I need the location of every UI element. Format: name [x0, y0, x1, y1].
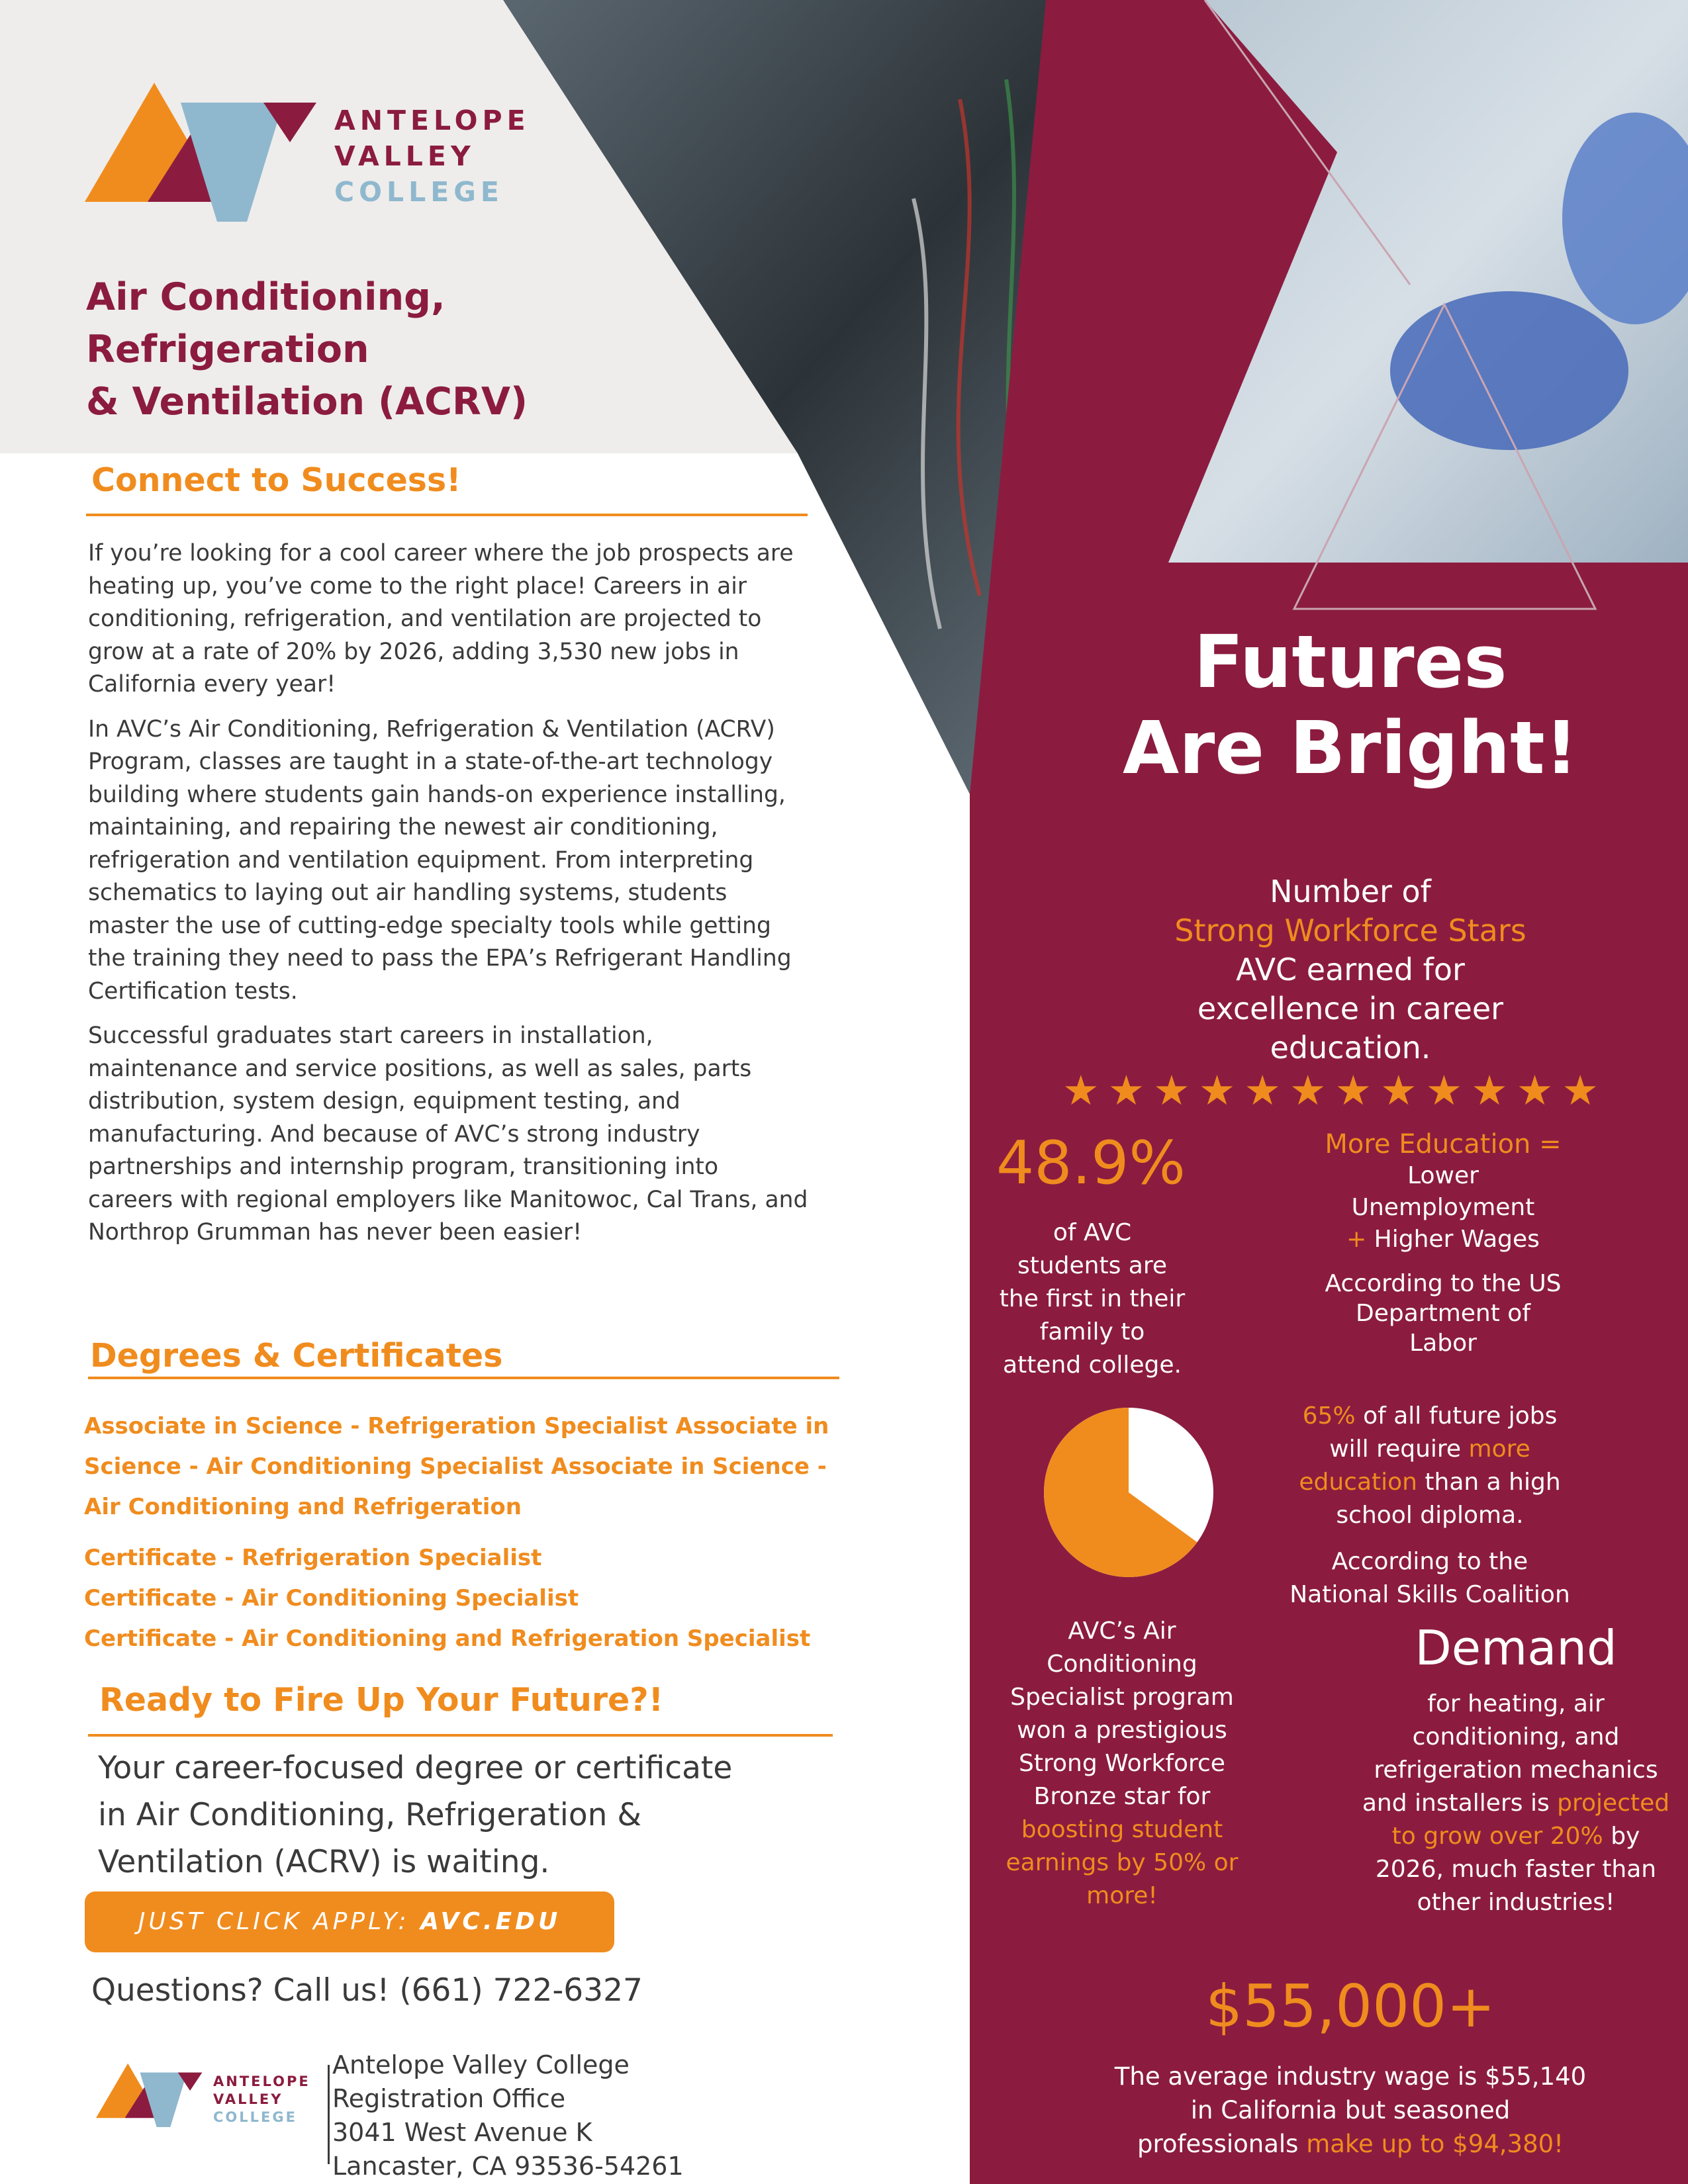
stat4-line-1: AVC’s Air: [1068, 1617, 1176, 1645]
futures-line-1: Futures: [1194, 619, 1507, 704]
title-line-2: Refrigeration: [86, 328, 369, 371]
futures-line-2: Are Bright!: [1123, 705, 1578, 790]
questions-phone: Questions? Call us! (661) 722-6327: [91, 1972, 643, 2009]
logo-small-valley: VALLEY: [213, 2091, 283, 2107]
ready-line-1: Your career-focused degree or certificate: [98, 1750, 733, 1786]
star-icon: ★: [1425, 1068, 1463, 1114]
jobs-pie-chart: [1043, 1406, 1215, 1578]
connect-rule: [86, 514, 808, 516]
stat4-line-2: Conditioning: [1047, 1651, 1197, 1678]
demand-stat: [1344, 1688, 1688, 1919]
address-line-4: Lancaster, CA 93536-54261: [332, 2152, 684, 2181]
stat2-line-4: Higher Wages: [1366, 1226, 1540, 1253]
logo-small-college: COLLEGE: [213, 2109, 297, 2125]
stars-line-5: education.: [1270, 1030, 1431, 1066]
stat4-line-6: Bronze star for: [1033, 1783, 1211, 1810]
demand-heading: Demand: [1415, 1620, 1617, 1676]
degrees-heading: Degrees & Certificates: [90, 1337, 503, 1375]
wage-line-3b: make up to $94,380!: [1306, 2130, 1564, 2158]
star-icon: ★: [1335, 1068, 1372, 1114]
stat5-line-5a: to grow over 20%: [1391, 1823, 1603, 1850]
future-jobs-stat: [1258, 1400, 1602, 1612]
avc-logo-mark-small: [96, 2063, 205, 2129]
stars-caption: [1086, 872, 1615, 1068]
star-icon: ★: [1516, 1068, 1554, 1114]
star-icon: ★: [1244, 1068, 1281, 1114]
stat5-line-3: refrigeration mechanics: [1374, 1756, 1658, 1784]
wage-value: $55,000+: [1205, 1972, 1495, 2040]
wage-line-2: in California but seasoned: [1190, 2096, 1511, 2124]
wage-line-1: The average industry wage is $55,140: [1114, 2062, 1587, 2091]
star-icon: ★: [1471, 1068, 1508, 1114]
ready-line-2: in Air Conditioning, Refrigeration &: [98, 1797, 641, 1833]
stat2-source-2: Department of: [1356, 1300, 1530, 1327]
stat1-line-3: the first in their: [999, 1285, 1186, 1312]
connect-paragraph-3: Successful graduates start careers in installation, maintenance and service positions, as well as sales, parts distribution, system design, equipment testing, and manufacturing. And because of AVC’s strong industry partnerships and internship program, transitioning into careers with regional employers like Manitowoc, Cal Trans, and Northrop Grumman has never been easier!: [88, 1023, 808, 1246]
stat2-line-1: More Education =: [1325, 1129, 1562, 1160]
stat1-line-2: students are: [1017, 1252, 1168, 1279]
first-gen-percent: 48.9%: [996, 1128, 1186, 1198]
star-rating-row: [1062, 1068, 1599, 1114]
stat2-plus: +: [1346, 1226, 1367, 1253]
blue-glove: [1390, 291, 1628, 450]
connect-paragraph-1: If you’re looking for a cool career where the job prospects are heating up, you’ve come to the right place! Careers in air conditioning, refrigeration, and ventilation are projected to grow at a rate of 20% by 2026, adding 3,530 new jobs in California every year!: [88, 540, 794, 698]
ready-line-3: Ventilation (ACRV) is waiting.: [98, 1844, 550, 1880]
logo-text-college: COLLEGE: [334, 176, 504, 208]
avc-logo-mark: [85, 83, 323, 225]
connect-paragraph-2: In AVC’s Air Conditioning, Refrigeration & Ventilation (ACRV) Program, classes are taught in a state-of-the-art technology building where students gain hands-on experience installing, maintaining, and repairing the newest air conditioning, refrigeration and ventilation equipment. From interpreting schematics to laying out air handling systems, students master the use of cutting-edge specialty tools while getting the training they need to pass the EPA’s Refrigerant Handling Certification tests.: [88, 715, 792, 1005]
stat5-line-6: 2026, much faster than: [1375, 1856, 1657, 1883]
stars-line-4: excellence in career: [1197, 991, 1504, 1026]
stat3-line-3b: than a high: [1417, 1469, 1561, 1496]
futures-heading: [1086, 619, 1615, 791]
stat5-line-7: other industries!: [1417, 1889, 1615, 1916]
stat4-line-8: earnings by 50% or: [1006, 1849, 1239, 1876]
stat3-line-4: school diploma.: [1336, 1502, 1524, 1529]
first-gen-caption: [986, 1216, 1198, 1382]
stat1-line-1: of AVC: [1053, 1219, 1132, 1246]
stat3-source-1: According to the: [1331, 1548, 1528, 1575]
stat1-line-5: attend college.: [1003, 1351, 1182, 1379]
title-line-3: & Ventilation (ACRV): [86, 380, 528, 424]
star-icon: ★: [1562, 1068, 1599, 1114]
degree-item: Associate in Science - Refrigeration Specialist Associate in: [84, 1413, 829, 1439]
stat3-line-1: of all future jobs: [1355, 1402, 1558, 1430]
address-divider: [328, 2065, 330, 2164]
ready-body: [98, 1745, 732, 1886]
wage-line-3a: professionals: [1137, 2130, 1307, 2158]
stat4-line-3: Specialist program: [1010, 1684, 1234, 1711]
wage-caption: [1059, 2060, 1642, 2161]
stat2-line-3: Unemployment: [1351, 1194, 1535, 1221]
certificate-item: Certificate - Refrigeration Specialist: [84, 1545, 542, 1571]
stat1-line-4: family to: [1039, 1318, 1145, 1345]
star-icon: ★: [1153, 1068, 1190, 1114]
stars-line-3: AVC earned for: [1236, 952, 1465, 987]
degrees-rule: [88, 1377, 839, 1379]
address-line-3: 3041 West Avenue K: [332, 2118, 592, 2147]
star-icon: ★: [1062, 1068, 1100, 1114]
connect-body: [88, 537, 810, 1261]
certificate-item: Certificate - Air Conditioning and Refrigeration Specialist: [84, 1625, 811, 1652]
stat5-line-2: conditioning, and: [1412, 1723, 1620, 1751]
title-line-1: Air Conditioning,: [86, 275, 445, 319]
address-block: [332, 2048, 684, 2183]
apply-site-link[interactable]: AVC.EDU: [420, 1908, 561, 1935]
star-icon: ★: [1198, 1068, 1236, 1114]
logo-text-antelope: ANTELOPE: [334, 105, 530, 136]
stat3-line-2b: more: [1468, 1435, 1530, 1463]
stat2-source-1: According to the US: [1325, 1270, 1562, 1297]
bronze-star-stat: [993, 1615, 1251, 1913]
address-line-2: Registration Office: [332, 2084, 566, 2113]
stat5-line-1: for heating, air: [1427, 1690, 1605, 1717]
stat4-line-4: won a prestigious: [1017, 1717, 1227, 1744]
education-stat: [1268, 1128, 1618, 1358]
degree-item: Air Conditioning and Refrigeration: [84, 1494, 522, 1520]
star-icon: ★: [1107, 1068, 1145, 1114]
stat5-line-4a: and installers is: [1362, 1790, 1558, 1817]
stat5-line-4b: projected: [1557, 1790, 1670, 1817]
address-line-1: Antelope Valley College: [332, 2050, 630, 2079]
star-icon: ★: [1289, 1068, 1327, 1114]
certificate-item: Certificate - Air Conditioning Specialist: [84, 1585, 579, 1612]
degrees-list: [84, 1406, 829, 1659]
page-title: [86, 271, 528, 428]
ready-rule: [88, 1734, 833, 1737]
stat3-line-3a: education: [1299, 1469, 1417, 1496]
stat2-source-3: Labor: [1409, 1330, 1477, 1357]
stars-line-1: Number of: [1270, 874, 1431, 909]
ready-heading: Ready to Fire Up Your Future?!: [99, 1681, 664, 1719]
logo-small-antelope: ANTELOPE: [213, 2073, 310, 2089]
apply-button[interactable]: [85, 1891, 614, 1952]
apply-prefix: JUST CLICK APPLY:: [138, 1908, 421, 1935]
star-icon: ★: [1380, 1068, 1417, 1114]
stat3-percent: 65%: [1302, 1402, 1356, 1430]
stat3-line-2a: will require: [1329, 1435, 1469, 1463]
stat2-line-2: Lower: [1407, 1162, 1479, 1189]
connect-heading: Connect to Success!: [91, 461, 461, 499]
stat3-source-2: National Skills Coalition: [1289, 1581, 1570, 1608]
stat4-line-5: Strong Workforce: [1019, 1750, 1225, 1777]
stat4-line-9: more!: [1086, 1882, 1158, 1909]
stat4-line-7: boosting student: [1021, 1816, 1223, 1843]
logo-text-valley: VALLEY: [334, 140, 475, 172]
degree-item: Science - Air Conditioning Specialist Associate in Science -: [84, 1453, 827, 1480]
stat5-line-5b: by: [1603, 1823, 1640, 1850]
stars-line-2: Strong Workforce Stars: [1174, 913, 1526, 948]
